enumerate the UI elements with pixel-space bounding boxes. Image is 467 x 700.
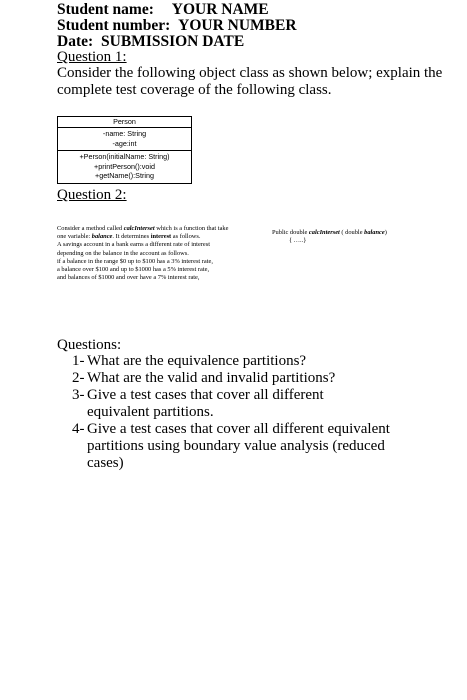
student-name-line: [57, 1, 269, 18]
uml-operation: +getName():String: [95, 171, 154, 180]
description-line: a balance over $100 and up to $1000 has a 5% interest rate,: [57, 266, 210, 274]
question1-text-line1: Consider the following object class as shown below; explain the: [57, 65, 443, 81]
questions-list: [72, 353, 452, 472]
uml-attribute: -age:int: [112, 138, 137, 148]
method-name: calcInterset: [123, 225, 155, 232]
variable-name: balance: [91, 233, 113, 241]
interest-word: interest: [150, 233, 172, 241]
student-number-value: YOUR NUMBER: [178, 17, 297, 34]
question-item: 2- What are the valid and invalid partitions?: [72, 370, 336, 386]
uml-operation: +printPerson():void: [94, 161, 155, 171]
question-item: 1- What are the equivalence partitions?: [72, 353, 307, 369]
student-number-label: Student number:: [57, 17, 171, 34]
uml-operations: [58, 151, 191, 181]
question2-description: [57, 225, 228, 282]
question-item: 3- Give a test cases that cover all different equivalent partitions.: [72, 387, 324, 420]
uml-class-diagram: [57, 116, 192, 184]
description-line: depending on the balance in the account as follows.: [57, 249, 189, 257]
question1-text-line2: complete test coverage of the following class.: [57, 82, 332, 98]
uml-attribute: -name: String: [102, 129, 147, 138]
description-line: if a balance in the range $0 up to $100 has a 3% interest rate,: [57, 257, 213, 265]
description-line: one variable: balance. It determines interest as follows.: [57, 233, 201, 241]
description-line: and balances of $1000 and over have a 7% interest rate,: [57, 274, 200, 282]
signature-line: Public double calcInterset ( double balance): [272, 229, 387, 236]
date-line: [57, 33, 244, 50]
uml-attributes: [58, 128, 191, 151]
student-name-label: Student name:: [57, 1, 154, 18]
uml-operation: +Person(initialName: String): [79, 152, 170, 161]
uml-class-name: Person: [58, 117, 191, 128]
student-name-value: YOUR NAME: [171, 1, 269, 18]
date-value: SUBMISSION DATE: [101, 33, 245, 50]
question2-title: Question 2:: [57, 187, 127, 203]
description-line: A savings account in a bank earns a different rate of interest: [57, 241, 211, 249]
description-line: Consider a method called calcInterset which is a function that take: [57, 225, 229, 232]
question1-title: Question 1:: [57, 49, 127, 65]
question-item: 4- Give a test cases that cover all different equivalent partitions using boundary value analysis (reduced cases): [72, 421, 390, 471]
questions-heading: Questions:: [57, 337, 122, 353]
signature-body: { …..}: [289, 237, 307, 245]
method-signature: [272, 229, 387, 245]
date-label: Date:: [57, 33, 94, 50]
student-number-line: [57, 17, 297, 34]
